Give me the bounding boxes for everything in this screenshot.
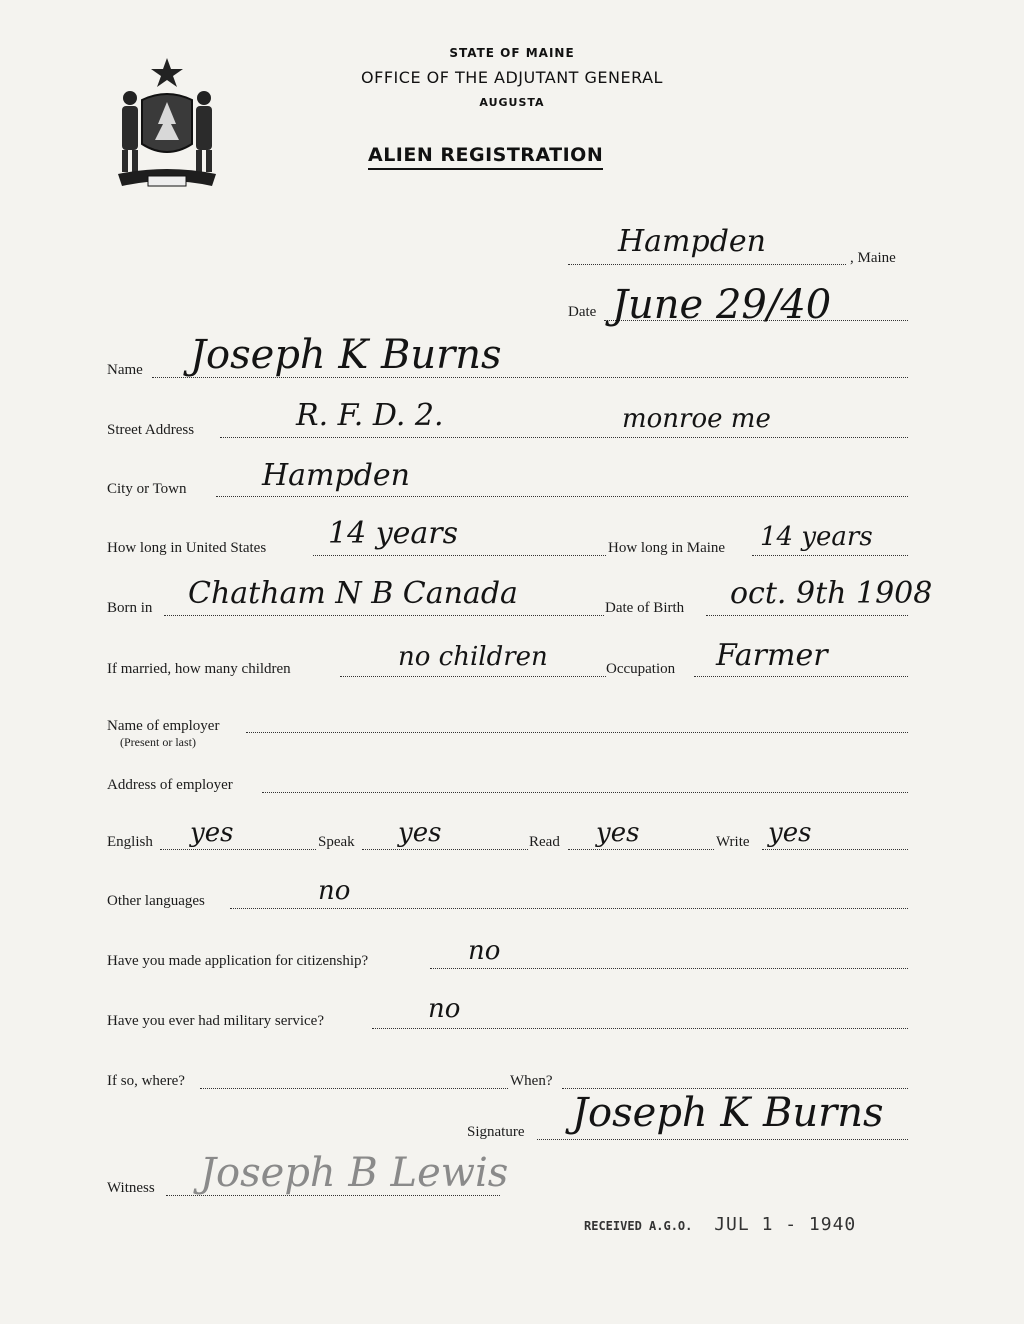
speak-label: Speak bbox=[318, 834, 355, 850]
born-in-label: Born in bbox=[107, 600, 153, 616]
military-line bbox=[372, 1028, 908, 1029]
where-label: If so, where? bbox=[107, 1073, 185, 1089]
signature-label: Signature bbox=[467, 1124, 525, 1140]
name-label: Name bbox=[107, 362, 143, 378]
children-line bbox=[340, 676, 606, 677]
town-line bbox=[568, 264, 846, 265]
occupation-label: Occupation bbox=[606, 661, 676, 677]
street-line bbox=[220, 437, 908, 438]
read-line bbox=[568, 849, 714, 850]
header-city: AUGUSTA bbox=[479, 96, 545, 109]
maine-duration-label: How long in Maine bbox=[608, 540, 726, 556]
street-value-2: monroe me bbox=[622, 404, 771, 434]
dob-line bbox=[706, 615, 908, 616]
city-label: City or Town bbox=[107, 481, 187, 497]
employer-name-sublabel: (Present or last) bbox=[120, 735, 196, 749]
other-languages-value: no bbox=[318, 876, 351, 906]
other-languages-label: Other languages bbox=[107, 893, 205, 909]
military-value: no bbox=[428, 994, 461, 1024]
us-duration-value: 14 years bbox=[328, 516, 459, 551]
employer-name-label: Name of employer bbox=[107, 718, 220, 734]
employer-address-label: Address of employer bbox=[107, 777, 233, 793]
received-stamp-date: JUL 1 - 1940 bbox=[714, 1214, 857, 1235]
form-title: ALIEN REGISTRATION bbox=[368, 144, 603, 170]
where-line bbox=[200, 1088, 508, 1089]
maine-suffix: , Maine bbox=[850, 250, 896, 266]
speak-line bbox=[362, 849, 528, 850]
write-label: Write bbox=[716, 834, 750, 850]
when-line bbox=[562, 1088, 908, 1089]
date-label: Date bbox=[568, 304, 597, 320]
write-line bbox=[762, 849, 908, 850]
us-duration-label: How long in United States bbox=[107, 540, 267, 556]
speak-value: yes bbox=[398, 818, 442, 848]
town-value: Hampden bbox=[618, 224, 766, 259]
dob-value: oct. 9th 1908 bbox=[730, 576, 933, 611]
dob-label: Date of Birth bbox=[605, 600, 685, 616]
citizenship-label: Have you made application for citizenship? bbox=[107, 953, 369, 969]
us-duration-line bbox=[313, 555, 606, 556]
witness-label: Witness bbox=[107, 1180, 155, 1196]
children-value: no children bbox=[398, 642, 548, 672]
maine-duration-value: 14 years bbox=[760, 522, 873, 552]
employer-name-line bbox=[246, 732, 908, 733]
english-value: yes bbox=[190, 818, 234, 848]
signature-line bbox=[537, 1139, 908, 1140]
military-label: Have you ever had military service? bbox=[107, 1013, 324, 1029]
received-stamp bbox=[584, 1214, 856, 1235]
city-value: Hampden bbox=[262, 458, 410, 493]
occupation-value: Farmer bbox=[716, 638, 828, 673]
born-in-value: Chatham N B Canada bbox=[188, 576, 518, 611]
employer-address-line bbox=[262, 792, 908, 793]
received-stamp-text: RECEIVED A.G.O. bbox=[584, 1219, 693, 1233]
citizenship-value: no bbox=[468, 936, 501, 966]
when-label: When? bbox=[510, 1073, 553, 1089]
read-value: yes bbox=[596, 818, 640, 848]
english-line bbox=[160, 849, 316, 850]
witness-signature: Joseph B Lewis bbox=[200, 1150, 509, 1196]
date-value: June 29/40 bbox=[612, 282, 832, 328]
header-state: STATE OF MAINE bbox=[449, 46, 575, 60]
signature-value: Joseph K Burns bbox=[572, 1090, 884, 1136]
name-value: Joseph K Burns bbox=[190, 332, 502, 378]
citizenship-line bbox=[430, 968, 908, 969]
english-label: English bbox=[107, 834, 153, 850]
header-office: OFFICE OF THE ADJUTANT GENERAL bbox=[361, 68, 663, 87]
city-line bbox=[216, 496, 908, 497]
maine-duration-line bbox=[752, 555, 908, 556]
children-label: If married, how many children bbox=[107, 661, 291, 677]
read-label: Read bbox=[529, 834, 560, 850]
street-label: Street Address bbox=[107, 422, 195, 438]
write-value: yes bbox=[768, 818, 812, 848]
other-languages-line bbox=[230, 908, 908, 909]
born-in-line bbox=[164, 615, 604, 616]
occupation-line bbox=[694, 676, 908, 677]
street-value: R. F. D. 2. bbox=[296, 398, 444, 433]
